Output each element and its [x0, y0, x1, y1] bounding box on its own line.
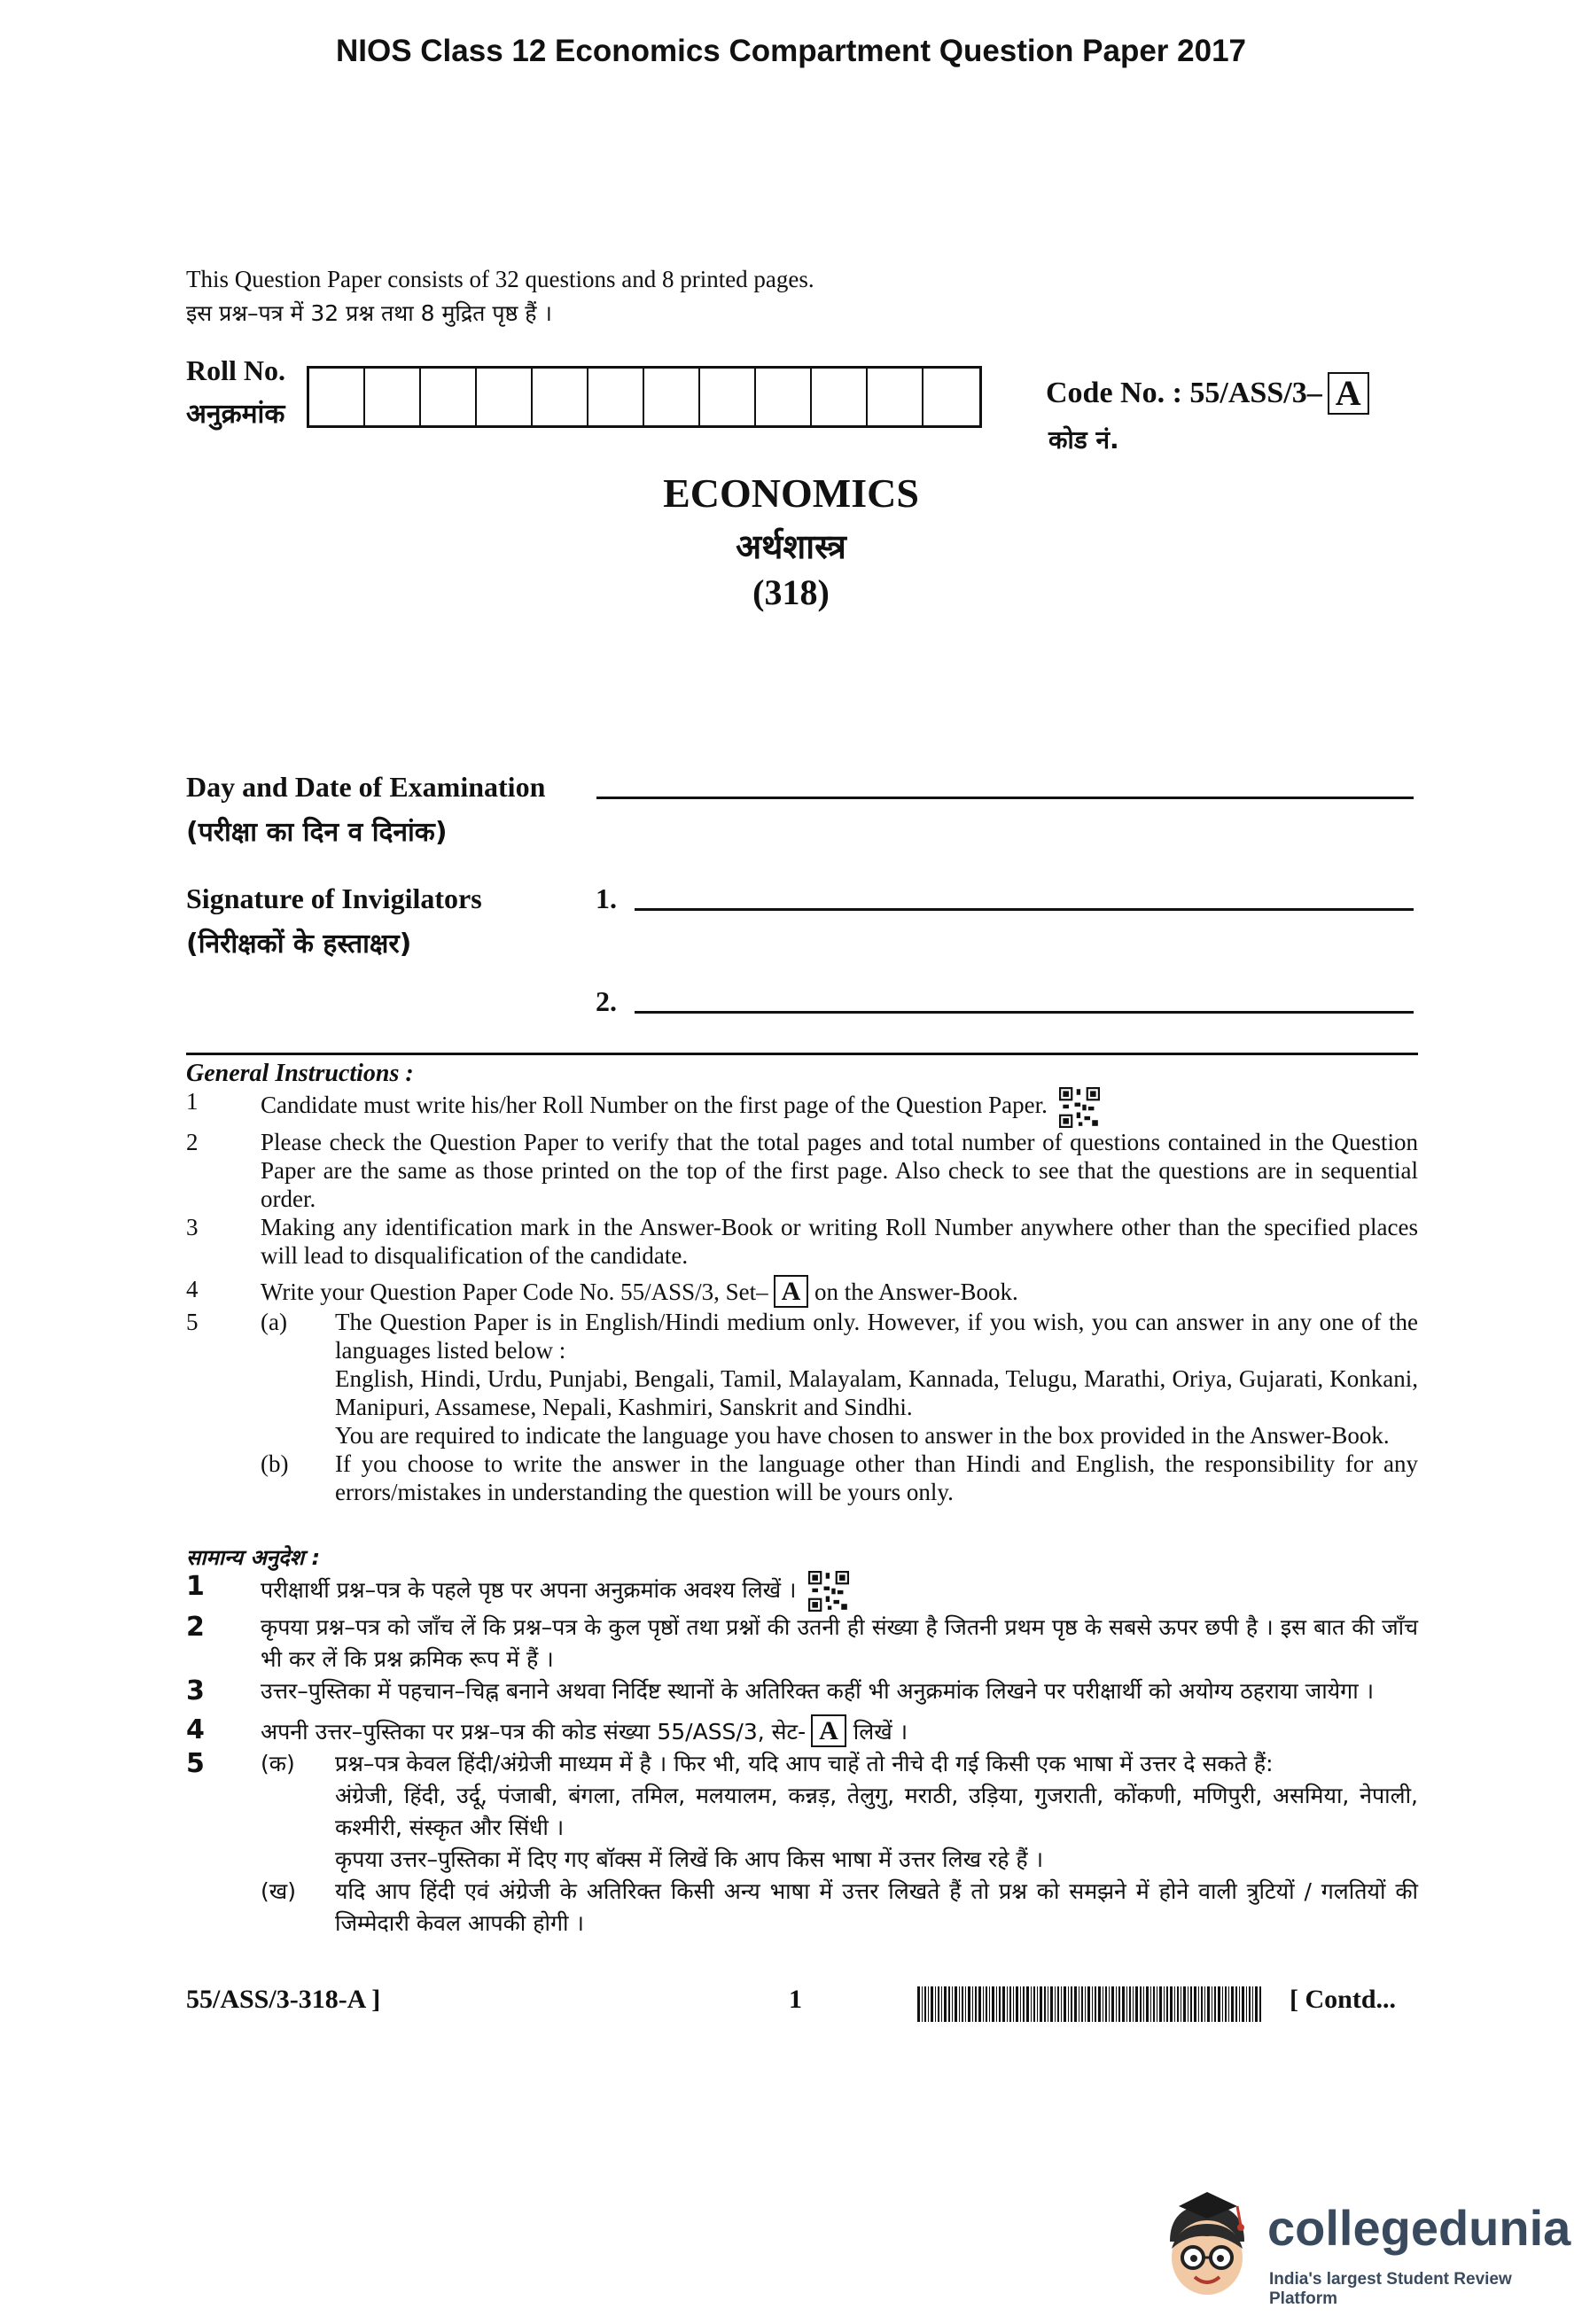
code-label-hi: कोड नं. — [1048, 425, 1119, 455]
instruction-1-text: Candidate must write his/her Roll Number on the first page of the Question Paper. — [261, 1092, 1048, 1119]
instruction-4-post: on the Answer-Book. — [814, 1279, 1018, 1305]
code-number — [1046, 372, 1369, 415]
footer-page-number: 1 — [789, 1985, 802, 2014]
sub-item-label: (ख) — [261, 1878, 296, 1904]
instruction-number: 4 — [186, 1714, 205, 1745]
instruction-number: 2 — [186, 1129, 199, 1155]
sub-item-label: (a) — [261, 1309, 287, 1335]
day-date-label-hi: (परीक्षा का दिन व दिनांक) — [186, 817, 448, 848]
signature-1-line[interactable] — [635, 908, 1414, 911]
instruction-item — [186, 1213, 1418, 1270]
document-header-title: NIOS Class 12 Economics Compartment Question Paper 2017 — [335, 34, 1246, 68]
instruction-number: 3 — [186, 1675, 205, 1706]
general-instructions-title: General Instructions : — [186, 1060, 414, 1087]
languages-list: English, Hindi, Urdu, Punjabi, Bengali, Tamil, Malayalam, Kannada, Telugu, Marathi, Oriya, Gujarati, Konkani, Manipuri, Assamese, Nepali, Kashmiri, Sanskrit and Sindhi. — [335, 1365, 1418, 1420]
paper-consists-hi: इस प्रश्न–पत्र में 32 प्रश्न तथा 8 मुद्रित पृष्ठ हैं । — [186, 300, 552, 326]
roll-box[interactable] — [533, 369, 588, 425]
roll-box[interactable] — [421, 369, 477, 425]
signature-1-number: 1. — [596, 882, 617, 914]
instruction-item — [186, 1087, 1418, 1128]
instruction-hi-3-text: उत्तर–पुस्तिका में पहचान–चिह्न बनाने अथवा निर्दिष्ट स्थानों के अतिरिक्त कहीं भी अनुक्रमांक लिखने पर परीक्षार्थी को अयोग्य ठहराया जायेगा । — [261, 1678, 1375, 1704]
roll-box[interactable] — [756, 369, 812, 425]
instruction-hi-1-text: परीक्षार्थी प्रश्न–पत्र के पहले पृष्ठ पर अपना अनुक्रमांक अवश्य लिखें । — [261, 1577, 797, 1603]
roll-box[interactable] — [700, 369, 756, 425]
instruction-item — [186, 1450, 1418, 1506]
instruction-5a-main: The Question Paper is in English/Hindi medium only. However, if you wish, you can answer in any one of the languages listed below : — [335, 1309, 1418, 1364]
subject-title: ECONOMICS — [663, 470, 919, 516]
footer-contd: [ Contd... — [1290, 1985, 1397, 2014]
instruction-number: 4 — [186, 1276, 199, 1302]
instruction-hi-5a-text — [335, 1748, 1418, 1876]
sub-item-label: (b) — [261, 1450, 289, 1477]
paper-consists-en: This Question Paper consists of 32 questions and 8 printed pages. — [186, 266, 814, 292]
instruction-number: 1 — [186, 1088, 199, 1115]
instruction-number: 5 — [186, 1309, 199, 1335]
instruction-hi-5b-text: यदि आप हिंदी एवं अंग्रेजी के अतिरिक्त किसी अन्य भाषा में उत्तर लिखते हैं तो प्रश्न को समझने में होने वाली त्रुटियों / गलतियों की जिम्मेदारी केवल आपकी होगी । — [335, 1878, 1418, 1936]
instruction-number: 3 — [186, 1214, 199, 1240]
signature-label-hi: (निरीक्षकों के हस्ताक्षर) — [186, 929, 412, 960]
instruction-number: 5 — [186, 1748, 205, 1779]
instruction-hi-4-post: लिखें । — [853, 1719, 908, 1745]
day-date-label: Day and Date of Examination — [186, 771, 546, 803]
instruction-item — [186, 1308, 1418, 1450]
instruction-item — [186, 1612, 1418, 1675]
instruction-item — [186, 1571, 1418, 1612]
sub-item-label: (क) — [261, 1751, 295, 1776]
instruction-hi-5a-note: कृपया उत्तर–पुस्तिका में दिए गए बॉक्स में लिखें कि आप किस भाषा में उत्तर लिख रहे हैं । — [335, 1846, 1044, 1872]
roll-box[interactable] — [812, 369, 868, 425]
instruction-hi-2-text: कृपया प्रश्न–पत्र को जाँच लें कि प्रश्न–पत्र के कुल पृष्ठों तथा प्रश्नों की उतनी ही संख्या है जितनी प्रथम पृष्ठ के सबसे ऊपर छपी है । इस बात की जाँच भी कर लें कि प्रश्न क्रमिक रूप में हैं । — [261, 1614, 1418, 1672]
roll-box[interactable] — [644, 369, 700, 425]
qr-code-icon — [808, 1571, 849, 1612]
signature-2-line[interactable] — [635, 1011, 1414, 1014]
roll-number-boxes[interactable] — [307, 366, 982, 428]
roll-box[interactable] — [365, 369, 421, 425]
instruction-item — [186, 1128, 1418, 1213]
footer-paper-code: 55/ASS/3-318-A ] — [186, 1985, 381, 2014]
signature-2-number: 2. — [596, 985, 617, 1017]
instruction-item — [186, 1675, 1418, 1707]
instructions-hi — [186, 1571, 1418, 1939]
instruction-item — [186, 1748, 1418, 1876]
instruction-text — [261, 1087, 1418, 1128]
instruction-2-text: Please check the Question Paper to verify that the total pages and total number of questions contained in the Question Paper are the same as those printed on the top of the first page. Also check to see that the questions are in sequential order. — [261, 1129, 1418, 1212]
signature-label: Signature of Invigilators — [186, 882, 482, 914]
instructions-en — [186, 1087, 1418, 1506]
roll-no-label-hi: अनुक्रमांक — [186, 399, 285, 430]
instruction-number: 2 — [186, 1612, 205, 1643]
roll-box[interactable] — [309, 369, 365, 425]
roll-no-label: Roll No. — [186, 354, 285, 386]
subject-code: (318) — [752, 572, 830, 612]
instruction-hi-4-pre: अपनी उत्तर–पुस्तिका पर प्रश्न–पत्र की कोड संख्या 55/ASS/3, सेट- — [261, 1719, 807, 1745]
section-divider — [186, 1053, 1418, 1055]
roll-box[interactable] — [923, 369, 979, 425]
instruction-3-text: Making any identification mark in the Answer-Book or writing Roll Number anywhere other than the specified places will lead to disqualification of the candidate. — [261, 1214, 1418, 1269]
day-date-line[interactable] — [596, 797, 1414, 799]
set-box: A — [1328, 372, 1369, 415]
instruction-4-pre: Write your Question Paper Code No. 55/ASS/3, Set– — [261, 1279, 768, 1305]
instruction-item — [186, 1714, 1418, 1748]
general-instructions-title-hi: सामान्य अनुदेश : — [186, 1545, 321, 1570]
instruction-hi-4-text — [261, 1714, 1418, 1748]
instruction-5b-text: If you choose to write the answer in the language other than Hindi and English, the responsibility for any errors/mistakes in understanding the question will be yours only. — [335, 1450, 1418, 1505]
subject-title-hi: अर्थशास्त्र — [736, 527, 846, 566]
instruction-text — [261, 1571, 1418, 1612]
instruction-hi-5a-main: प्रश्न–पत्र केवल हिंदी/अंग्रेजी माध्यम में है । फिर भी, यदि आप चाहें तो नीचे दी गई किसी एक भाषा में उत्तर दे सकते हैं: — [335, 1751, 1274, 1776]
roll-box[interactable] — [868, 369, 923, 425]
mascot-icon — [1152, 2180, 1263, 2304]
roll-box[interactable] — [588, 369, 644, 425]
barcode-icon — [917, 1986, 1263, 2022]
instruction-5a-note: You are required to indicate the language you have chosen to answer in the box provided in the Answer-Book. — [335, 1422, 1390, 1449]
qr-code-icon — [1059, 1087, 1100, 1128]
instruction-item — [186, 1876, 1418, 1939]
instruction-5a-text — [335, 1308, 1418, 1450]
instruction-number: 1 — [186, 1571, 205, 1602]
brand-name: collegedunia — [1267, 2200, 1571, 2256]
code-label: Code No. : 55/ASS/3– — [1046, 377, 1322, 409]
instruction-item — [186, 1275, 1418, 1308]
languages-list-hi: अंग्रेजी, हिंदी, उर्दू, पंजाबी, बंगला, तमिल, मलयालम, कन्नड़, तेलुगु, मराठी, उड़िया, गुजराती, कोंकणी, मणिपुरी, असमिया, नेपाली, कश्मीरी, संस्कृत और सिंधी । — [335, 1783, 1418, 1840]
instruction-4-text — [261, 1275, 1418, 1308]
roll-box[interactable] — [477, 369, 533, 425]
set-box: A — [774, 1275, 809, 1308]
set-box: A — [811, 1714, 846, 1747]
brand-tagline: India's largest Student Review Platform — [1269, 2270, 1512, 2308]
collegedunia-watermark — [1152, 2180, 1571, 2308]
